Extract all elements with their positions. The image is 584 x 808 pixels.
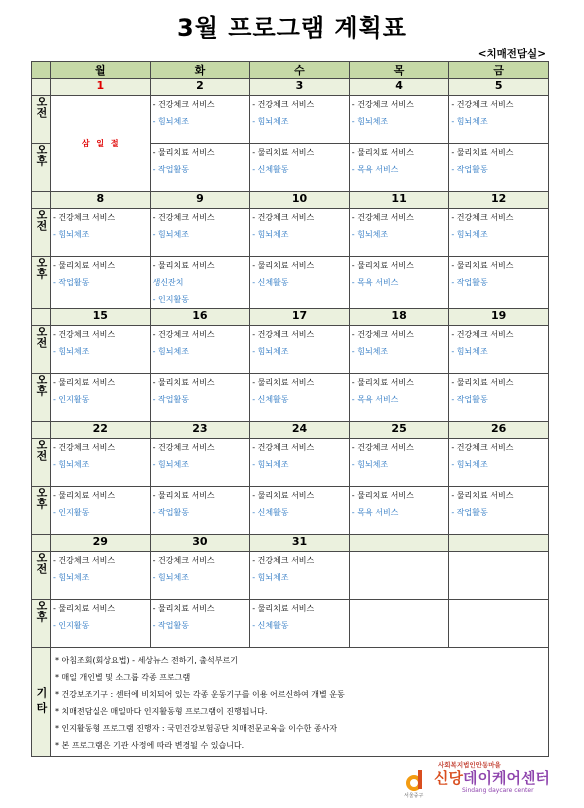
period-label-text: 오후 xyxy=(35,487,48,509)
program-item: - 물리치료 서비스 xyxy=(451,148,514,157)
program-item: - 힘뇌체조 xyxy=(152,573,189,582)
program-item: - 힘뇌체조 xyxy=(53,460,90,469)
program-cell xyxy=(150,144,250,192)
program-item: - 건강체크 서비스 xyxy=(53,213,116,222)
program-item: - 물리치료 서비스 xyxy=(351,261,414,270)
program-item: - 작업활동 xyxy=(152,621,189,630)
program-cell xyxy=(349,600,449,648)
program-item: - 신체활동 xyxy=(252,508,289,517)
program-item: - 물리치료 서비스 xyxy=(451,491,514,500)
program-cell xyxy=(150,326,250,374)
date-cell: 23 xyxy=(150,422,250,439)
program-item: - 건강체크 서비스 xyxy=(451,213,514,222)
program-item: - 작업활동 xyxy=(152,395,189,404)
logo-name-sindang: 신당 xyxy=(434,769,463,787)
program-cell xyxy=(51,374,151,422)
program-item: - 물리치료 서비스 xyxy=(252,148,315,157)
date-cell: 15 xyxy=(51,309,151,326)
date-cell: 25 xyxy=(349,422,449,439)
program-item: - 인지활동 xyxy=(53,395,90,404)
notes-label xyxy=(32,648,51,757)
program-cell xyxy=(51,439,151,487)
program-item: - 신체활동 xyxy=(252,165,289,174)
note-line: * 본 프로그램은 기관 사정에 따라 변경될 수 있습니다. xyxy=(55,741,245,750)
date-cell: 17 xyxy=(250,309,350,326)
date-cell: 4 xyxy=(349,79,449,96)
program-item: - 작업활동 xyxy=(53,278,90,287)
date-row-corner xyxy=(32,309,51,326)
program-item: - 건강체크 서비스 xyxy=(351,100,414,109)
program-cell xyxy=(349,144,449,192)
date-cell: 11 xyxy=(349,192,449,209)
morning-row xyxy=(32,96,549,144)
program-cell xyxy=(449,600,549,648)
program-item: - 힘뇌체조 xyxy=(451,230,488,239)
program-item: - 물리치료 서비스 xyxy=(152,378,215,387)
program-item: - 물리치료 서비스 xyxy=(252,491,315,500)
date-cell: 19 xyxy=(449,309,549,326)
program-cell xyxy=(250,96,350,144)
program-cell xyxy=(449,96,549,144)
program-item: - 건강체크 서비스 xyxy=(53,556,116,565)
program-item: - 건강체크 서비스 xyxy=(152,556,215,565)
program-item: - 건강체크 서비스 xyxy=(152,443,215,452)
program-item: - 작업활동 xyxy=(451,508,488,517)
program-item: - 물리치료 서비스 xyxy=(53,604,116,613)
program-cell xyxy=(250,600,350,648)
date-row xyxy=(32,309,549,326)
logo-name xyxy=(434,767,550,788)
program-item: - 힘뇌체조 xyxy=(252,573,289,582)
date-cell: 22 xyxy=(51,422,151,439)
note-line: * 매일 개인별 및 소그룹 각종 프로그램 xyxy=(55,673,191,682)
program-item: - 힘뇌체조 xyxy=(152,230,189,239)
afternoon-row xyxy=(32,600,549,648)
date-row xyxy=(32,79,549,96)
program-item: - 힘뇌체조 xyxy=(152,347,189,356)
center-logo xyxy=(404,752,554,798)
morning-label xyxy=(32,439,51,487)
date-cell: 24 xyxy=(250,422,350,439)
note-line: * 건강보조기구 : 센터에 비치되어 있는 각종 운동기구를 이용 어르신하여 개별 운동 xyxy=(55,690,345,699)
date-cell: 31 xyxy=(250,535,350,552)
program-cell xyxy=(349,439,449,487)
date-row-corner xyxy=(32,79,51,96)
afternoon-label xyxy=(32,257,51,309)
morning-row xyxy=(32,439,549,487)
program-item: - 건강체크 서비스 xyxy=(351,443,414,452)
program-cell xyxy=(349,552,449,600)
program-item: - 물리치료 서비스 xyxy=(351,378,414,387)
morning-label xyxy=(32,552,51,600)
program-item: - 인지활동 xyxy=(53,508,90,517)
program-item: - 목욕 서비스 xyxy=(351,395,399,404)
program-cell xyxy=(250,326,350,374)
program-cell xyxy=(449,439,549,487)
afternoon-label xyxy=(32,374,51,422)
period-label-text: 오후 xyxy=(35,374,48,396)
program-item: - 건강체크 서비스 xyxy=(53,443,116,452)
program-item: - 목욕 서비스 xyxy=(351,165,399,174)
date-cell: 10 xyxy=(250,192,350,209)
program-item: - 건강체크 서비스 xyxy=(53,330,116,339)
program-cell xyxy=(51,209,151,257)
program-item: - 인지활동 xyxy=(152,295,189,304)
period-label-text: 오전 xyxy=(35,209,48,231)
program-item: - 힘뇌체조 xyxy=(53,347,90,356)
program-item: - 건강체크 서비스 xyxy=(252,443,315,452)
program-item: - 물리치료 서비스 xyxy=(252,604,315,613)
period-label-text: 오전 xyxy=(35,439,48,461)
afternoon-row xyxy=(32,257,549,309)
program-cell xyxy=(250,487,350,535)
program-cell xyxy=(250,439,350,487)
date-row xyxy=(32,192,549,209)
program-cell xyxy=(150,209,250,257)
note-line: * 아침조회(회상요법) - 세상뉴스 전하기, 출석부르기 xyxy=(55,656,238,665)
program-item: - 건강체크 서비스 xyxy=(252,556,315,565)
program-cell xyxy=(349,257,449,309)
program-item: - 건강체크 서비스 xyxy=(351,213,414,222)
program-item: - 신체활동 xyxy=(252,278,289,287)
program-item: - 신체활동 xyxy=(252,621,289,630)
logo-english: Sindang daycare center xyxy=(462,787,534,794)
date-cell: 26 xyxy=(449,422,549,439)
program-cell xyxy=(51,600,151,648)
period-label-text: 오후 xyxy=(35,600,48,622)
date-row-corner xyxy=(32,535,51,552)
program-item: - 물리치료 서비스 xyxy=(351,491,414,500)
period-label-text: 오후 xyxy=(35,144,48,166)
afternoon-label xyxy=(32,144,51,192)
program-item: - 힘뇌체조 xyxy=(53,573,90,582)
weekday-header-row xyxy=(32,62,549,79)
note-line: * 인지활동형 프로그램 진행자 : 국민건강보험공단 치매전문교육을 이수한 종사자 xyxy=(55,724,338,733)
morning-row xyxy=(32,209,549,257)
date-cell xyxy=(349,535,449,552)
period-label-text: 오전 xyxy=(35,552,48,574)
date-cell: 2 xyxy=(150,79,250,96)
program-item: - 작업활동 xyxy=(451,278,488,287)
program-item: - 건강체크 서비스 xyxy=(152,100,215,109)
date-cell xyxy=(449,535,549,552)
program-cell xyxy=(150,552,250,600)
program-item: - 힘뇌체조 xyxy=(53,230,90,239)
program-cell xyxy=(51,487,151,535)
program-item: - 물리치료 서비스 xyxy=(351,148,414,157)
program-cell xyxy=(51,552,151,600)
date-row-corner xyxy=(32,192,51,209)
date-cell: 8 xyxy=(51,192,151,209)
weekday-mon: 월 xyxy=(51,62,151,79)
program-item: - 힘뇌체조 xyxy=(451,117,488,126)
program-item: - 작업활동 xyxy=(152,508,189,517)
program-item: - 물리치료 서비스 xyxy=(53,491,116,500)
program-item: - 작업활동 xyxy=(152,165,189,174)
program-item: - 힘뇌체조 xyxy=(351,460,389,469)
date-cell: 12 xyxy=(449,192,549,209)
program-item: - 힘뇌체조 xyxy=(152,117,189,126)
logo-name-daycare: 데이케어센터 xyxy=(462,769,550,787)
date-cell: 1 xyxy=(51,79,151,96)
program-item: - 힘뇌체조 xyxy=(152,460,189,469)
program-cell xyxy=(150,374,250,422)
date-row-corner xyxy=(32,422,51,439)
program-item: - 물리치료 서비스 xyxy=(152,148,215,157)
program-item: - 물리치료 서비스 xyxy=(53,378,116,387)
note-line: * 치매전담실은 매일마다 인지활동형 프로그램이 진행됩니다. xyxy=(55,707,268,716)
notes-row xyxy=(32,648,549,757)
date-row xyxy=(32,535,549,552)
notes-label-text: 기 타 xyxy=(35,686,48,713)
program-item: - 물리치료 서비스 xyxy=(152,604,215,613)
program-item: - 목욕 서비스 xyxy=(351,278,399,287)
date-cell: 5 xyxy=(449,79,549,96)
program-item: - 건강체크 서비스 xyxy=(451,443,514,452)
program-cell xyxy=(250,374,350,422)
program-item: - 힘뇌체조 xyxy=(351,117,389,126)
program-cell xyxy=(150,96,250,144)
program-cell xyxy=(449,552,549,600)
program-item: - 건강체크 서비스 xyxy=(451,330,514,339)
program-item: - 건강체크 서비스 xyxy=(451,100,514,109)
morning-row xyxy=(32,326,549,374)
afternoon-row xyxy=(32,487,549,535)
program-item: - 힘뇌체조 xyxy=(351,347,389,356)
program-cell xyxy=(449,144,549,192)
weekday-tue: 화 xyxy=(150,62,250,79)
corner-cell xyxy=(32,62,51,79)
holiday-cell: 삼 일 절 xyxy=(51,96,151,192)
date-cell: 9 xyxy=(150,192,250,209)
program-item: - 건강체크 서비스 xyxy=(152,330,215,339)
page-title: 3월 프로그램 계획표 xyxy=(177,14,407,42)
program-cell xyxy=(250,144,350,192)
program-cell xyxy=(449,257,549,309)
program-cell xyxy=(150,257,250,309)
morning-label xyxy=(32,326,51,374)
program-item: - 힘뇌체조 xyxy=(451,347,488,356)
program-cell xyxy=(349,374,449,422)
program-item: - 힘뇌체조 xyxy=(252,347,289,356)
program-item: - 힘뇌체조 xyxy=(351,230,389,239)
program-item: - 건강체크 서비스 xyxy=(252,100,315,109)
notes-list xyxy=(51,648,549,757)
program-item: - 건강체크 서비스 xyxy=(351,330,414,339)
date-row xyxy=(32,422,549,439)
program-item: - 건강체크 서비스 xyxy=(252,213,315,222)
program-item: - 물리치료 서비스 xyxy=(252,378,315,387)
afternoon-label xyxy=(32,600,51,648)
date-cell: 18 xyxy=(349,309,449,326)
program-cell xyxy=(449,209,549,257)
morning-label xyxy=(32,209,51,257)
period-label-text: 오전 xyxy=(35,96,48,118)
morning-row xyxy=(32,552,549,600)
program-cell xyxy=(150,487,250,535)
program-item: - 물리치료 서비스 xyxy=(451,378,514,387)
program-cell xyxy=(150,439,250,487)
logo-mark-icon xyxy=(404,768,428,792)
calendar-body xyxy=(32,79,549,648)
weekday-fri: 금 xyxy=(449,62,549,79)
program-cell xyxy=(51,326,151,374)
program-item: - 목욕 서비스 xyxy=(351,508,399,517)
logo-city: 서울중구 xyxy=(404,793,424,799)
program-calendar xyxy=(31,61,549,757)
program-item: - 작업활동 xyxy=(451,395,488,404)
department-label: <치매전담실> xyxy=(477,48,546,60)
period-label-text: 오전 xyxy=(35,326,48,348)
program-item: - 물리치료 서비스 xyxy=(152,491,215,500)
logo-subtitle: 사회복지법인안동마을 xyxy=(438,761,501,769)
program-item: - 작업활동 xyxy=(451,165,488,174)
program-cell xyxy=(349,487,449,535)
program-cell xyxy=(250,257,350,309)
program-item: - 건강체크 서비스 xyxy=(252,330,315,339)
program-cell xyxy=(449,326,549,374)
program-item: 생신잔치 xyxy=(152,278,184,287)
date-cell: 29 xyxy=(51,535,151,552)
date-cell: 16 xyxy=(150,309,250,326)
program-item: - 인지활동 xyxy=(53,621,90,630)
program-item: - 힘뇌체조 xyxy=(252,117,289,126)
program-cell xyxy=(449,487,549,535)
program-item: - 건강체크 서비스 xyxy=(152,213,215,222)
program-item: - 신체활동 xyxy=(252,395,289,404)
weekday-thu: 목 xyxy=(349,62,449,79)
weekday-wed: 수 xyxy=(250,62,350,79)
program-item: - 힘뇌체조 xyxy=(252,460,289,469)
morning-label xyxy=(32,96,51,144)
program-cell xyxy=(150,600,250,648)
program-cell xyxy=(51,257,151,309)
program-item: - 물리치료 서비스 xyxy=(451,261,514,270)
program-item: - 힘뇌체조 xyxy=(451,460,488,469)
program-item: - 물리치료 서비스 xyxy=(53,261,116,270)
program-cell xyxy=(250,209,350,257)
date-cell: 3 xyxy=(250,79,350,96)
program-cell xyxy=(349,209,449,257)
date-cell: 30 xyxy=(150,535,250,552)
program-cell xyxy=(449,374,549,422)
program-cell xyxy=(250,552,350,600)
program-cell xyxy=(349,326,449,374)
program-item: - 물리치료 서비스 xyxy=(252,261,315,270)
program-cell xyxy=(349,96,449,144)
program-item: - 힘뇌체조 xyxy=(252,230,289,239)
afternoon-label xyxy=(32,487,51,535)
program-item: - 물리치료 서비스 xyxy=(152,261,215,270)
afternoon-row xyxy=(32,374,549,422)
period-label-text: 오후 xyxy=(35,257,48,279)
